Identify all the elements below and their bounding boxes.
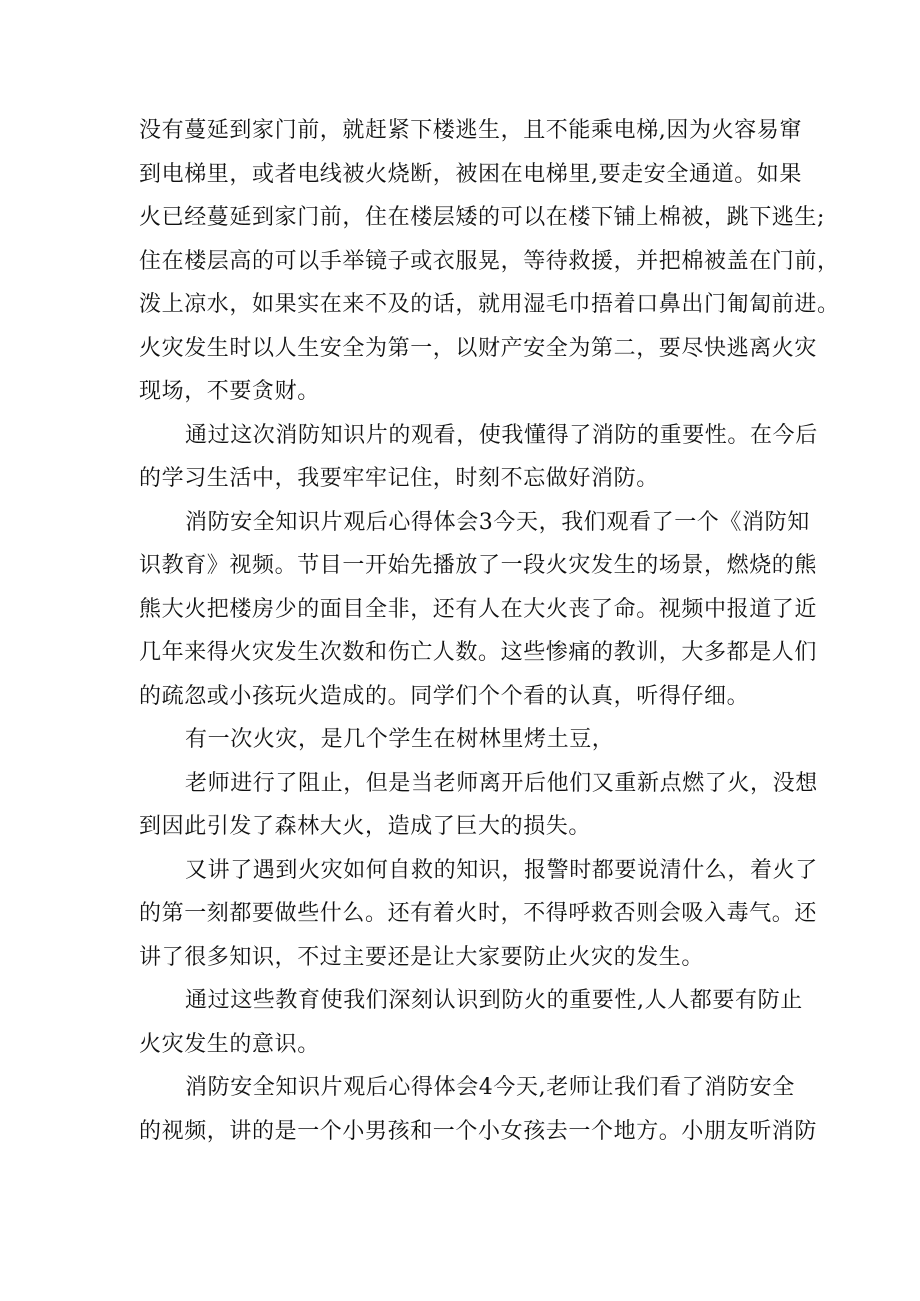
text-line: 识教育》视频。节目一开始先播放了一段火灾发生的场景，燃烧的熊	[139, 553, 818, 578]
paragraph-start-line: 通过这些教育使我们深刻认识到防火的重要性,人人都要有防止	[185, 988, 803, 1013]
text-line: 住在楼层高的可以手举镜子或衣服晃，等待救援，并把棉被盖在门前，	[139, 248, 840, 274]
text-line: 几年来得火灾发生次数和伤亡人数。这些惨痛的教训，大多都是人们	[139, 640, 818, 665]
text-line: 的疏忽或小孩玩火造成的。同学们个个看的认真，听得仔细。	[139, 683, 750, 709]
text-line: 讲了很多知识，不过主要还是让大家要防止火灾的发生。	[139, 944, 705, 970]
paragraph-start-line: 又讲了遇到火灾如何自救的知识，报警时都要说清什么，着火了	[185, 857, 818, 883]
paragraph-start-line: 消防安全知识片观后心得体会3今天，我们观看了一个《消防知	[185, 509, 810, 535]
text-line: 泼上凉水，如果实在来不及的话，就用湿毛巾捂着口鼻出门匍匐前进。	[139, 292, 840, 317]
paragraph-start-line: 消防安全知识片观后心得体会4今天,老师让我们看了消防安全	[185, 1075, 795, 1100]
text-line: 现场，不要贪财。	[139, 379, 320, 404]
text-line: 没有蔓延到家门前，就赶紧下楼逃生，且不能乘电梯,因为火容易窜	[139, 118, 802, 143]
text-line: 的视频，讲的是一个小男孩和一个小女孩去一个地方。小朋友听消防	[139, 1118, 818, 1144]
text-line: 到因此引发了森林大火，造成了巨大的损失。	[139, 814, 592, 839]
text-line: 的第一刻都要做些什么。还有着火时，不得呼救否则会吸入毒气。还	[139, 901, 818, 926]
text-line: 到电梯里，或者电线被火烧断，被困在电梯里,要走安全通道。如果	[139, 161, 802, 187]
paragraph-start-line: 老师进行了阻止，但是当老师离开后他们又重新点燃了火，没想	[185, 770, 818, 796]
document-body	[139, 109, 840, 1153]
text-line: 熊大火把楼房少的面目全非，还有人在大火丧了命。视频中报道了近	[139, 596, 818, 622]
text-line: 火灾发生的意识。	[139, 1031, 320, 1057]
text-line: 火已经蔓延到家门前，住在楼层矮的可以在楼下铺上棉被，跳下逃生;	[139, 205, 826, 230]
text-line: 的学习生活中，我要牢牢记住，时刻不忘做好消防。	[139, 466, 659, 491]
paragraph-start-line: 通过这次消防知识片的观看，使我懂得了消防的重要性。在今后	[185, 422, 818, 448]
text-line: 火灾发生时以人生安全为第一，以财产安全为第二，要尽快逃离火灾	[139, 335, 818, 361]
paragraph-start-line: 有一次火灾，是几个学生在树林里烤土豆，	[185, 727, 615, 752]
